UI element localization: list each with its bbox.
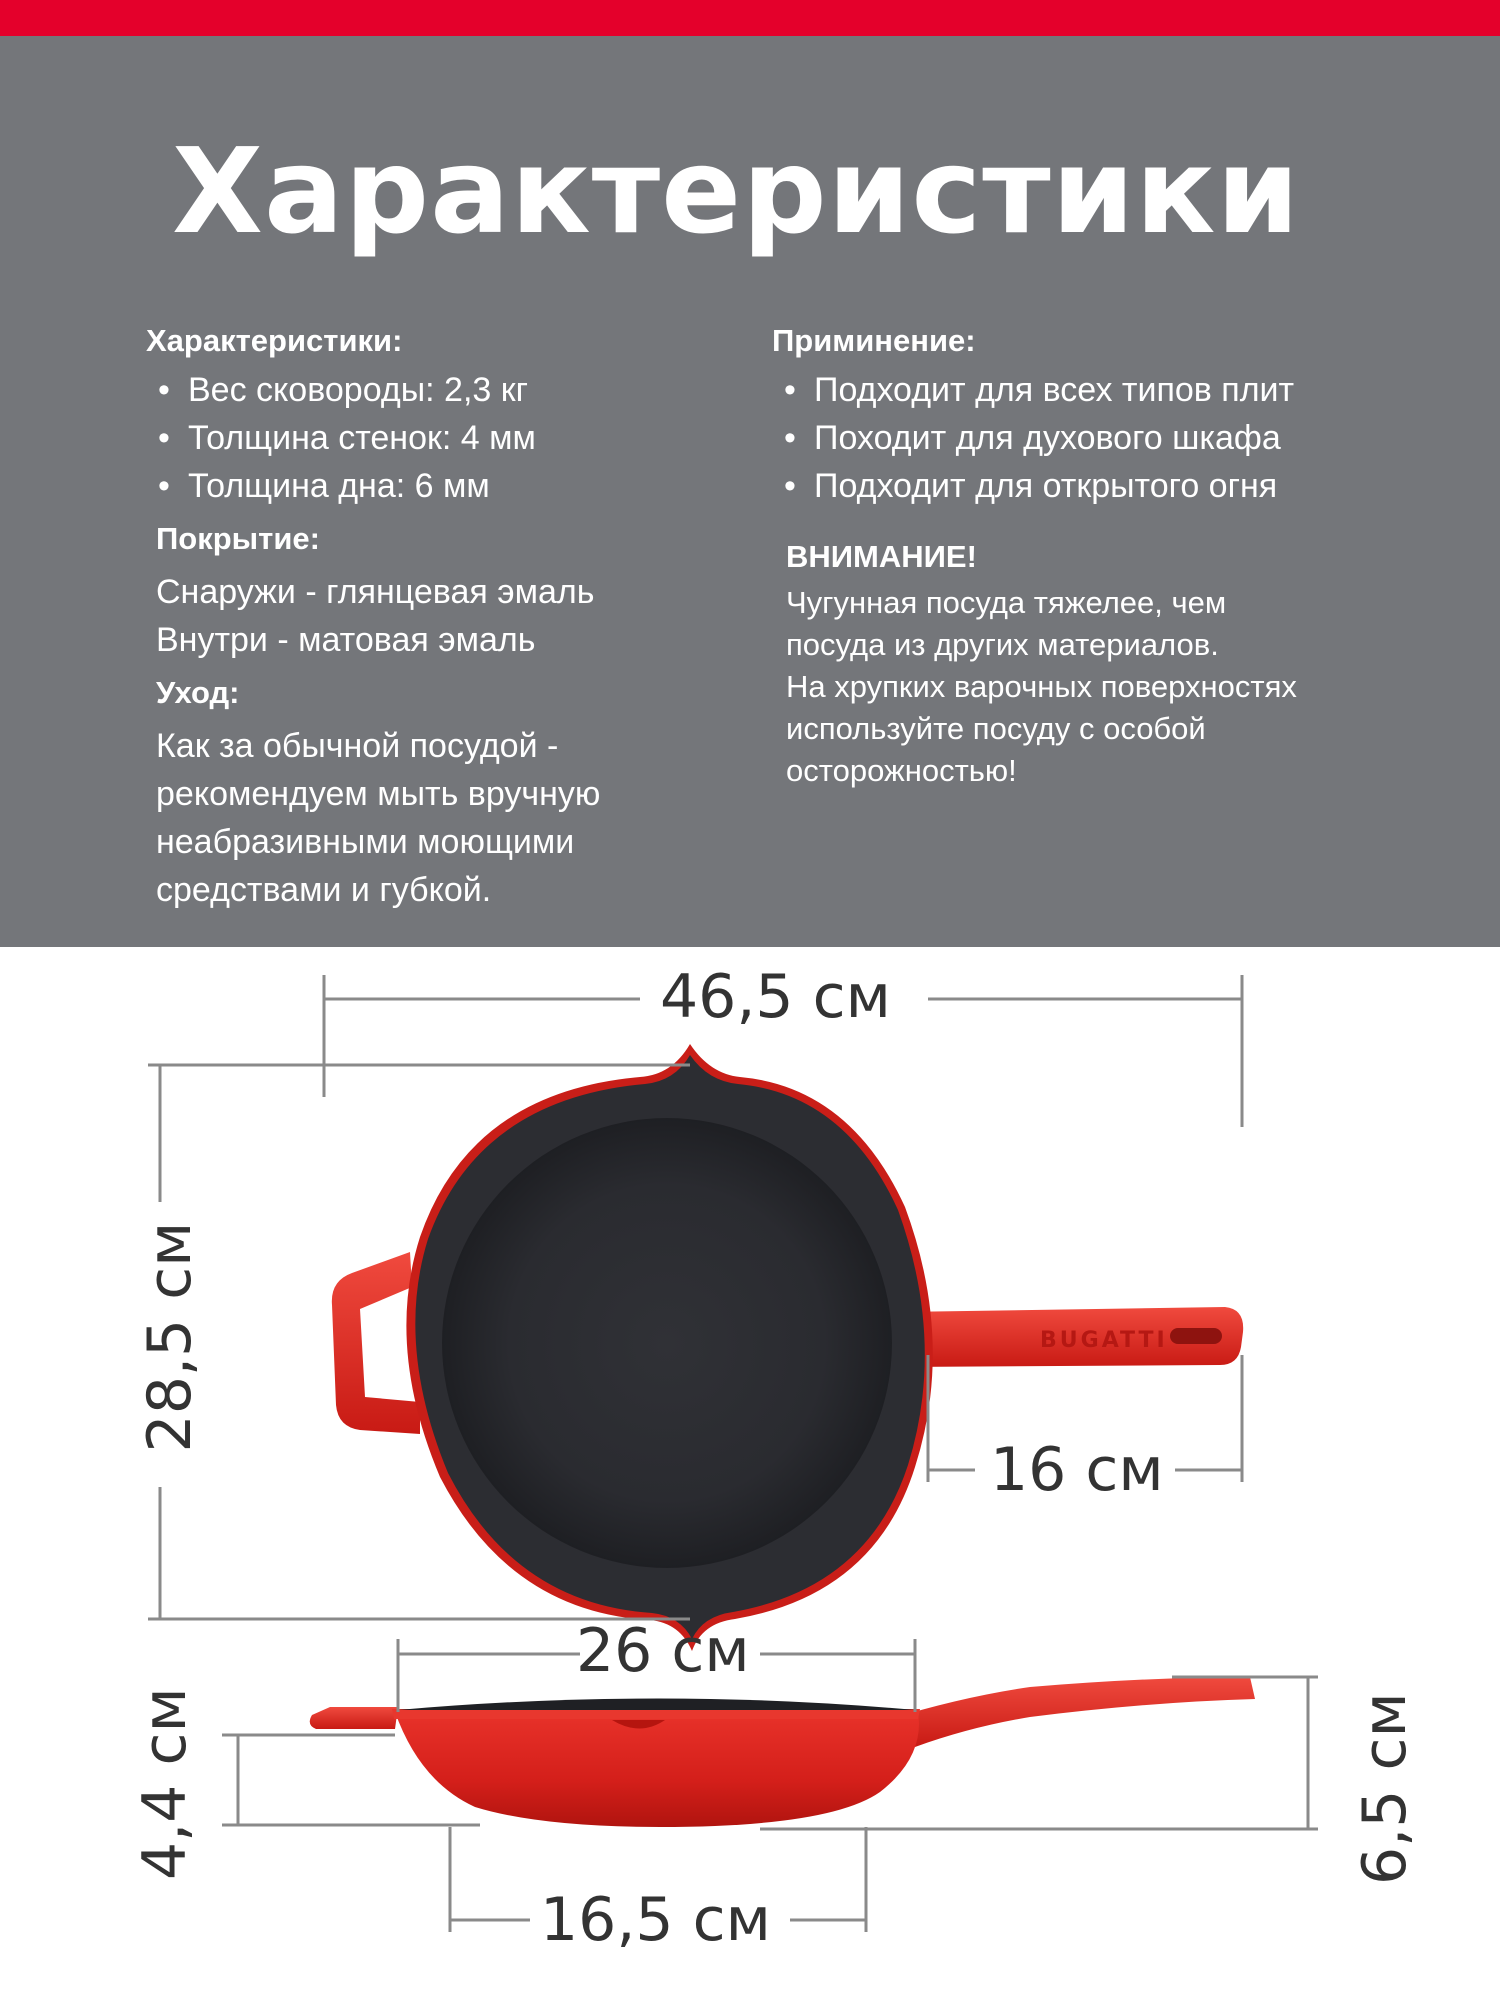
side-long-handle: [880, 1677, 1255, 1747]
warning-line: Чугунная посуда тяжелее, чем: [786, 585, 1227, 620]
top-accent-bar: [0, 0, 1500, 36]
specs-panel: [0, 36, 1500, 947]
height-label: 4,4 см: [130, 1687, 200, 1880]
right-column: [772, 316, 1297, 792]
coating-inside: Внутри - матовая эмаль: [156, 621, 536, 659]
specs-list: [146, 366, 600, 510]
care-line: неабразивными моющими: [156, 823, 575, 861]
list-item: • Толщина дна: 6 мм: [146, 462, 600, 510]
side-body: [395, 1712, 919, 1827]
diameter-label: 26 см: [576, 1616, 750, 1686]
page-title: Характеристики: [172, 122, 1301, 260]
coating-heading: Покрытие:: [156, 521, 320, 556]
warning-line: посуда из других материалов.: [786, 627, 1219, 662]
handle-hole: [1170, 1328, 1222, 1344]
care-heading: Уход:: [156, 675, 240, 710]
left-column: [146, 316, 600, 914]
bottom-diameter-label: 16,5 см: [540, 1885, 771, 1955]
side-inner: [398, 1699, 915, 1711]
list-item: • Походит для духового шкафа: [772, 414, 1297, 462]
care-line: средствами и губкой.: [156, 871, 492, 909]
warning-line: На хрупких варочных поверхностях: [786, 669, 1297, 704]
specs-heading: Характеристики:: [146, 323, 403, 358]
usage-list: [772, 366, 1297, 510]
bullet-icon: •: [784, 467, 796, 505]
pan-side-view: [310, 1677, 1255, 1827]
pan-bottom: [442, 1118, 892, 1568]
helper-handle: [332, 1252, 420, 1434]
care-line: Как за обычной посудой -: [156, 727, 559, 765]
handle-length-label: 16 см: [990, 1435, 1164, 1505]
coating-outside: Снаружи - глянцевая эмаль: [156, 573, 595, 611]
warning-heading: ВНИМАНИЕ!: [786, 539, 977, 574]
bullet-icon: •: [784, 419, 796, 457]
dimensions-diagram: [0, 947, 1500, 2000]
usage-heading: Приминение:: [772, 323, 976, 358]
bullet-icon: •: [784, 371, 796, 409]
side-helper-handle: [310, 1707, 398, 1729]
list-item: • Вес сковороды: 2,3 кг: [146, 366, 600, 414]
dimension-drawing: [0, 947, 1500, 2000]
height-with-handle-label: 6,5 см: [1350, 1692, 1420, 1885]
warning-line: используйте посуду с особой: [786, 711, 1206, 746]
bullet-icon: •: [158, 419, 170, 457]
list-item: • Толщина стенок: 4 мм: [146, 414, 600, 462]
bullet-icon: •: [158, 371, 170, 409]
width-label: 28,5 см: [135, 1221, 205, 1453]
list-item: • Подходит для всех типов плит: [772, 366, 1297, 414]
side-rim: [392, 1709, 920, 1719]
pan-top-view: [332, 1044, 1243, 1651]
total-length-label: 46,5 см: [660, 962, 891, 1032]
brand-logo: BUGATTI: [1040, 1328, 1168, 1353]
list-item: • Подходит для открытого огня: [772, 462, 1297, 510]
bullet-icon: •: [158, 467, 170, 505]
care-line: рекомендуем мыть вручную: [156, 775, 601, 813]
warning-line: осторожностью!: [786, 753, 1017, 788]
